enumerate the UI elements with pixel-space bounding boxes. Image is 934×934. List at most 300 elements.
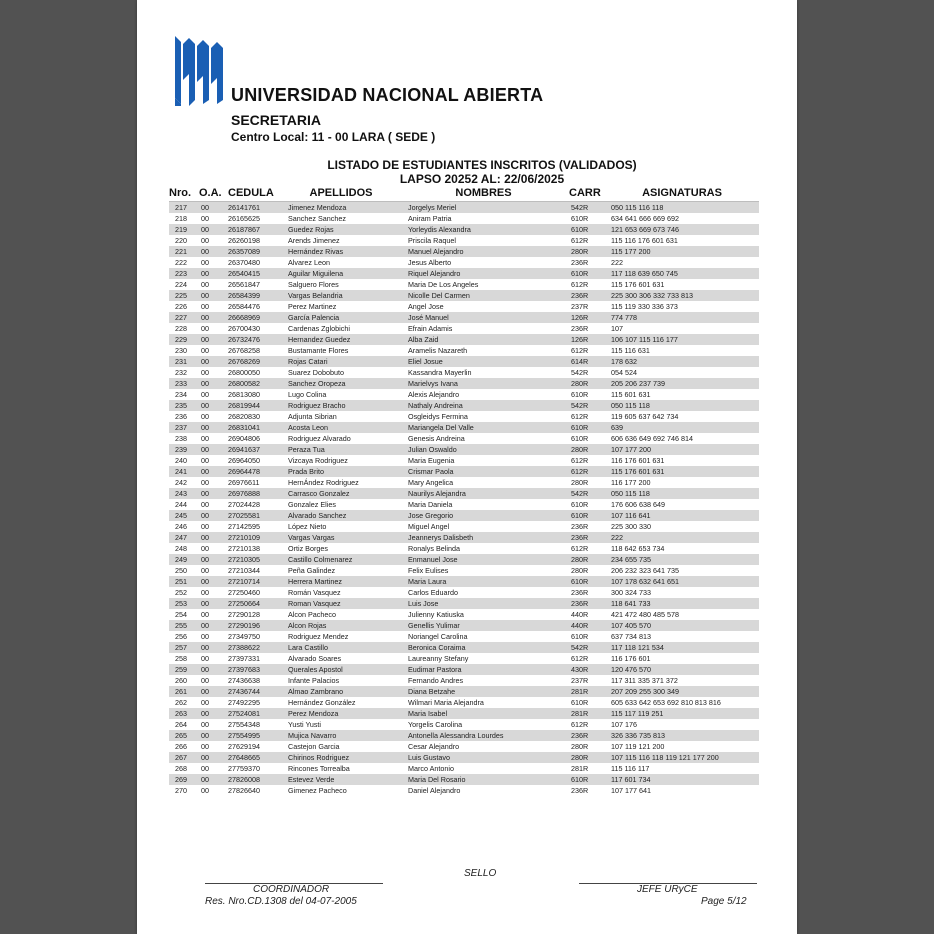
cell-nombres: Crismar Paola — [400, 466, 567, 477]
cell-carr: 612R — [567, 411, 605, 422]
cell-apellidos: Vargas Vargas — [282, 532, 400, 543]
cell-cedula: 27250664 — [224, 598, 282, 609]
table-row — [169, 763, 759, 774]
cell-asignaturas: 107 116 641 — [605, 510, 759, 521]
table-row — [169, 576, 759, 587]
cell-cedula: 27759370 — [224, 763, 282, 774]
col-asignaturas: ASIGNATURAS — [605, 185, 759, 202]
cell-carr: 610R — [567, 268, 605, 279]
table-row — [169, 598, 759, 609]
cell-nro: 237 — [169, 422, 199, 433]
cell-oa: 00 — [199, 224, 224, 235]
cell-oa: 00 — [199, 301, 224, 312]
cell-apellidos: Jimenez Mendoza — [282, 202, 400, 214]
table-row — [169, 642, 759, 653]
col-nombres: NOMBRES — [400, 185, 567, 202]
cell-oa: 00 — [199, 719, 224, 730]
cell-nombres: Aniram Patria — [400, 213, 567, 224]
cell-apellidos: Hernández González — [282, 697, 400, 708]
table-row — [169, 235, 759, 246]
cell-oa: 00 — [199, 631, 224, 642]
cell-apellidos: Perez Martinez — [282, 301, 400, 312]
cell-oa: 00 — [199, 510, 224, 521]
cell-asignaturas: 121 653 669 673 746 — [605, 224, 759, 235]
cell-asignaturas: 634 641 666 669 692 — [605, 213, 759, 224]
cell-oa: 00 — [199, 521, 224, 532]
cell-nro: 253 — [169, 598, 199, 609]
cell-apellidos: Suarez Dobobuto — [282, 367, 400, 378]
cell-oa: 00 — [199, 686, 224, 697]
cell-cedula: 26732476 — [224, 334, 282, 345]
cell-nombres: Osgleidys Fermina — [400, 411, 567, 422]
cell-apellidos: Estevez Verde — [282, 774, 400, 785]
cell-oa: 00 — [199, 411, 224, 422]
cell-oa: 00 — [199, 708, 224, 719]
table-row — [169, 202, 759, 214]
cell-nro: 268 — [169, 763, 199, 774]
cell-nro: 232 — [169, 367, 199, 378]
table-row — [169, 290, 759, 301]
cell-cedula: 26964050 — [224, 455, 282, 466]
cell-cedula: 26768258 — [224, 345, 282, 356]
cell-asignaturas: 234 655 735 — [605, 554, 759, 565]
cell-nombres: Maria Isabel — [400, 708, 567, 719]
col-apellidos: APELLIDOS — [282, 185, 400, 202]
lapso-label: LAPSO 20252 AL: 22/06/2025 — [399, 172, 565, 186]
coordinador-label: COORDINADOR — [253, 884, 330, 895]
cell-apellidos: Alvarez Leon — [282, 257, 400, 268]
cell-nombres: Jesus Alberto — [400, 257, 567, 268]
cell-nombres: Maria Eugenia — [400, 455, 567, 466]
cell-apellidos: Lugo Colina — [282, 389, 400, 400]
table-row — [169, 785, 759, 796]
cell-oa: 00 — [199, 554, 224, 565]
cell-asignaturas: 106 107 115 116 177 — [605, 334, 759, 345]
cell-asignaturas: 115 177 200 — [605, 246, 759, 257]
cell-asignaturas: 115 176 601 631 — [605, 466, 759, 477]
cell-cedula: 27436638 — [224, 675, 282, 686]
cell-oa: 00 — [199, 774, 224, 785]
cell-apellidos: Alcon Pacheco — [282, 609, 400, 620]
cell-nombres: Cesar Alejandro — [400, 741, 567, 752]
cell-asignaturas: 107 405 570 — [605, 620, 759, 631]
cell-cedula: 27210714 — [224, 576, 282, 587]
table-row — [169, 257, 759, 268]
table-row — [169, 301, 759, 312]
col-cedula: CEDULA — [224, 185, 282, 202]
cell-cedula: 26976611 — [224, 477, 282, 488]
cell-carr: 236R — [567, 730, 605, 741]
cell-carr: 237R — [567, 675, 605, 686]
cell-nro: 251 — [169, 576, 199, 587]
cell-apellidos: Alvarado Soares — [282, 653, 400, 664]
cell-carr: 280R — [567, 752, 605, 763]
cell-cedula: 27436744 — [224, 686, 282, 697]
table-body — [169, 202, 759, 797]
table-row — [169, 675, 759, 686]
cell-nombres: Laureanny Stefany — [400, 653, 567, 664]
secretaria-title: SECRETARIA — [231, 112, 321, 128]
cell-apellidos: Alvarado Sanchez — [282, 510, 400, 521]
cell-apellidos: Vizcaya Rodriguez — [282, 455, 400, 466]
cell-asignaturas: 326 336 735 813 — [605, 730, 759, 741]
table-row — [169, 213, 759, 224]
cell-carr: 610R — [567, 576, 605, 587]
cell-oa: 00 — [199, 389, 224, 400]
table-header-row — [169, 185, 759, 202]
report-heading — [137, 158, 797, 186]
table-row — [169, 367, 759, 378]
cell-oa: 00 — [199, 323, 224, 334]
cell-cedula: 26584476 — [224, 301, 282, 312]
cell-apellidos: Salguero Flores — [282, 279, 400, 290]
cell-nombres: Wilmari Maria Alejandra — [400, 697, 567, 708]
cell-carr: 610R — [567, 422, 605, 433]
cell-nro: 243 — [169, 488, 199, 499]
cell-asignaturas: 107 119 121 200 — [605, 741, 759, 752]
cell-nombres: Priscila Raquel — [400, 235, 567, 246]
cell-oa: 00 — [199, 422, 224, 433]
cell-cedula: 26831041 — [224, 422, 282, 433]
cell-nombres: Genellis Yulimar — [400, 620, 567, 631]
cell-carr: 236R — [567, 521, 605, 532]
cell-oa: 00 — [199, 444, 224, 455]
cell-nombres: Mary Angelica — [400, 477, 567, 488]
cell-cedula: 26941637 — [224, 444, 282, 455]
cell-nombres: Eudimar Pastora — [400, 664, 567, 675]
cell-nombres: Marielvys Ivana — [400, 378, 567, 389]
table-row — [169, 664, 759, 675]
cell-carr: 610R — [567, 499, 605, 510]
col-oa: O.A. — [199, 185, 224, 202]
cell-apellidos: Chirinos Rodriguez — [282, 752, 400, 763]
cell-nombres: Angel Jose — [400, 301, 567, 312]
cell-asignaturas: 117 118 639 650 745 — [605, 268, 759, 279]
cell-nombres: Maria De Los Angeles — [400, 279, 567, 290]
cell-asignaturas: 205 206 237 739 — [605, 378, 759, 389]
cell-nro: 226 — [169, 301, 199, 312]
cell-apellidos: Bustamante Flores — [282, 345, 400, 356]
cell-apellidos: López Nieto — [282, 521, 400, 532]
table-row — [169, 455, 759, 466]
cell-nro: 262 — [169, 697, 199, 708]
cell-nro: 222 — [169, 257, 199, 268]
cell-nro: 239 — [169, 444, 199, 455]
cell-oa: 00 — [199, 378, 224, 389]
cell-carr: 280R — [567, 477, 605, 488]
cell-apellidos: Vargas Belandria — [282, 290, 400, 301]
cell-cedula: 27025581 — [224, 510, 282, 521]
cell-nro: 244 — [169, 499, 199, 510]
cell-cedula: 26819944 — [224, 400, 282, 411]
cell-carr: 281R — [567, 708, 605, 719]
cell-carr: 280R — [567, 554, 605, 565]
cell-apellidos: Gimenez Pacheco — [282, 785, 400, 796]
table-row — [169, 543, 759, 554]
table-row — [169, 400, 759, 411]
cell-apellidos: Guedez Rojas — [282, 224, 400, 235]
cell-nro: 256 — [169, 631, 199, 642]
cell-apellidos: Hernández Rivas — [282, 246, 400, 257]
cell-cedula: 26370480 — [224, 257, 282, 268]
cell-carr: 542R — [567, 202, 605, 214]
table-row — [169, 477, 759, 488]
table-row — [169, 730, 759, 741]
cell-asignaturas: 115 116 117 — [605, 763, 759, 774]
cell-apellidos: Alcon Rojas — [282, 620, 400, 631]
cell-nombres: Aramelis Nazareth — [400, 345, 567, 356]
cell-carr: 280R — [567, 741, 605, 752]
cell-nombres: Efrain Adamis — [400, 323, 567, 334]
cell-cedula: 26800050 — [224, 367, 282, 378]
cell-carr: 236R — [567, 323, 605, 334]
cell-nombres: Luis Gustavo — [400, 752, 567, 763]
cell-cedula: 27826008 — [224, 774, 282, 785]
cell-cedula: 26700430 — [224, 323, 282, 334]
table-row — [169, 356, 759, 367]
cell-oa: 00 — [199, 213, 224, 224]
cell-asignaturas: 300 324 733 — [605, 587, 759, 598]
cell-nro: 265 — [169, 730, 199, 741]
cell-carr: 610R — [567, 433, 605, 444]
cell-nro: 230 — [169, 345, 199, 356]
cell-asignaturas: 637 734 813 — [605, 631, 759, 642]
cell-apellidos: Prada Brito — [282, 466, 400, 477]
cell-apellidos: Rodriguez Mendez — [282, 631, 400, 642]
cell-oa: 00 — [199, 279, 224, 290]
cell-apellidos: Carrasco Gonzalez — [282, 488, 400, 499]
cell-cedula: 26768269 — [224, 356, 282, 367]
cell-nro: 242 — [169, 477, 199, 488]
cell-nro: 246 — [169, 521, 199, 532]
col-carr: CARR — [567, 185, 605, 202]
cell-apellidos: Castejon Garcia — [282, 741, 400, 752]
cell-apellidos: Cardenas Zglobichi — [282, 323, 400, 334]
cell-nro: 236 — [169, 411, 199, 422]
cell-apellidos: Mujica Navarro — [282, 730, 400, 741]
cell-nro: 231 — [169, 356, 199, 367]
students-table — [169, 185, 759, 796]
table-row — [169, 499, 759, 510]
cell-cedula: 27524081 — [224, 708, 282, 719]
cell-nombres: Marco Antonio — [400, 763, 567, 774]
table-row — [169, 741, 759, 752]
cell-cedula: 26976888 — [224, 488, 282, 499]
cell-cedula: 27648665 — [224, 752, 282, 763]
table-row — [169, 345, 759, 356]
table-row — [169, 389, 759, 400]
cell-apellidos: Adjunta Sibrian — [282, 411, 400, 422]
cell-nombres: Antonella Alessandra Lourdes — [400, 730, 567, 741]
cell-carr: 612R — [567, 653, 605, 664]
table-row — [169, 411, 759, 422]
cell-asignaturas: 116 176 601 631 — [605, 455, 759, 466]
cell-apellidos: Almao Zambrano — [282, 686, 400, 697]
cell-asignaturas: 107 178 632 641 651 — [605, 576, 759, 587]
cell-apellidos: Acosta Leon — [282, 422, 400, 433]
cell-nro: 221 — [169, 246, 199, 257]
cell-asignaturas: 118 641 733 — [605, 598, 759, 609]
cell-apellidos: Gonzalez Elies — [282, 499, 400, 510]
cell-nro: 258 — [169, 653, 199, 664]
page-number: Page 5/12 — [701, 896, 747, 907]
cell-carr: 542R — [567, 488, 605, 499]
cell-asignaturas: 115 176 601 631 — [605, 279, 759, 290]
cell-asignaturas: 774 778 — [605, 312, 759, 323]
cell-carr: 612R — [567, 279, 605, 290]
cell-carr: 236R — [567, 290, 605, 301]
cell-apellidos: Herrera Martinez — [282, 576, 400, 587]
cell-oa: 00 — [199, 543, 224, 554]
cell-asignaturas: 107 115 116 118 119 121 177 200 — [605, 752, 759, 763]
cell-carr: 542R — [567, 642, 605, 653]
cell-cedula: 27210344 — [224, 565, 282, 576]
cell-oa: 00 — [199, 345, 224, 356]
cell-oa: 00 — [199, 202, 224, 214]
cell-nro: 261 — [169, 686, 199, 697]
table-row — [169, 334, 759, 345]
cell-carr: 612R — [567, 466, 605, 477]
table-row — [169, 433, 759, 444]
cell-nro: 247 — [169, 532, 199, 543]
cell-nombres: Nathaly Andreina — [400, 400, 567, 411]
cell-nro: 220 — [169, 235, 199, 246]
table-row — [169, 565, 759, 576]
table-row — [169, 268, 759, 279]
cell-oa: 00 — [199, 653, 224, 664]
cell-oa: 00 — [199, 235, 224, 246]
cell-carr: 612R — [567, 345, 605, 356]
cell-nombres: Carlos Eduardo — [400, 587, 567, 598]
cell-apellidos: Peraza Tua — [282, 444, 400, 455]
cell-nombres: Jeannerys Dalisbeth — [400, 532, 567, 543]
cell-oa: 00 — [199, 488, 224, 499]
cell-carr: 610R — [567, 510, 605, 521]
table-row — [169, 620, 759, 631]
cell-nombres: Yorgelis Carolina — [400, 719, 567, 730]
cell-apellidos: HernÁndez Rodriguez — [282, 477, 400, 488]
cell-cedula: 26357089 — [224, 246, 282, 257]
cell-cedula: 26668969 — [224, 312, 282, 323]
university-name: UNIVERSIDAD NACIONAL ABIERTA — [231, 85, 544, 105]
cell-nro: 228 — [169, 323, 199, 334]
table-row — [169, 521, 759, 532]
cell-cedula: 27554348 — [224, 719, 282, 730]
cell-apellidos: Sanchez Oropeza — [282, 378, 400, 389]
sello-label: SELLO — [464, 868, 497, 879]
cell-oa: 00 — [199, 312, 224, 323]
cell-asignaturas: 117 311 335 371 372 — [605, 675, 759, 686]
cell-carr: 612R — [567, 719, 605, 730]
cell-nro: 235 — [169, 400, 199, 411]
cell-apellidos: Roman Vasquez — [282, 598, 400, 609]
cell-asignaturas: 606 636 649 692 746 814 — [605, 433, 759, 444]
table-row — [169, 422, 759, 433]
cell-nombres: Fernando Andres — [400, 675, 567, 686]
cell-oa: 00 — [199, 565, 224, 576]
cell-nro: 257 — [169, 642, 199, 653]
cell-nro: 252 — [169, 587, 199, 598]
cell-nro: 259 — [169, 664, 199, 675]
cell-asignaturas: 050 115 118 — [605, 488, 759, 499]
cell-nro: 269 — [169, 774, 199, 785]
cell-apellidos: Yusti Yusti — [282, 719, 400, 730]
cell-asignaturas: 178 632 — [605, 356, 759, 367]
cell-asignaturas: 115 601 631 — [605, 389, 759, 400]
table-row — [169, 554, 759, 565]
cell-oa: 00 — [199, 609, 224, 620]
cell-nombres: Nicolle Del Carmen — [400, 290, 567, 301]
cell-apellidos: Aguilar Miguilena — [282, 268, 400, 279]
table-row — [169, 752, 759, 763]
cell-cedula: 27554995 — [224, 730, 282, 741]
cell-cedula: 27826640 — [224, 785, 282, 796]
cell-apellidos: Castillo Colmenarez — [282, 554, 400, 565]
cell-nombres: Yorleydis Alexandra — [400, 224, 567, 235]
cell-nombres: Jose Gregorio — [400, 510, 567, 521]
cell-nro: 229 — [169, 334, 199, 345]
cell-carr: 281R — [567, 763, 605, 774]
cell-asignaturas: 117 118 121 534 — [605, 642, 759, 653]
cell-apellidos: García Palencia — [282, 312, 400, 323]
cell-oa: 00 — [199, 587, 224, 598]
cell-nombres: Diana Betzahe — [400, 686, 567, 697]
table-row — [169, 708, 759, 719]
cell-nro: 224 — [169, 279, 199, 290]
cell-nombres: Kassandra Mayerlin — [400, 367, 567, 378]
cell-carr: 237R — [567, 301, 605, 312]
cell-carr: 612R — [567, 543, 605, 554]
cell-cedula: 27492295 — [224, 697, 282, 708]
table-row — [169, 378, 759, 389]
cell-apellidos: Peña Galindez — [282, 565, 400, 576]
cell-cedula: 26813080 — [224, 389, 282, 400]
cell-cedula: 26187867 — [224, 224, 282, 235]
cell-nro: 250 — [169, 565, 199, 576]
cell-oa: 00 — [199, 763, 224, 774]
cell-oa: 00 — [199, 664, 224, 675]
cell-carr: 542R — [567, 367, 605, 378]
cell-oa: 00 — [199, 356, 224, 367]
cell-cedula: 26584399 — [224, 290, 282, 301]
cell-apellidos: Hernandez Guedez — [282, 334, 400, 345]
cell-carr: 610R — [567, 697, 605, 708]
cell-carr: 440R — [567, 620, 605, 631]
cell-asignaturas: 225 300 306 332 733 813 — [605, 290, 759, 301]
cell-oa: 00 — [199, 466, 224, 477]
table-row — [169, 466, 759, 477]
cell-carr: 614R — [567, 356, 605, 367]
cell-apellidos: Ortiz Borges — [282, 543, 400, 554]
cell-cedula: 26964478 — [224, 466, 282, 477]
table-row — [169, 774, 759, 785]
cell-nombres: Alexis Alejandro — [400, 389, 567, 400]
cell-asignaturas: 206 232 323 641 735 — [605, 565, 759, 576]
cell-nro: 249 — [169, 554, 199, 565]
cell-apellidos: Rojas Catari — [282, 356, 400, 367]
cell-nro: 248 — [169, 543, 199, 554]
cell-oa: 00 — [199, 532, 224, 543]
cell-nro: 238 — [169, 433, 199, 444]
cell-nro: 241 — [169, 466, 199, 477]
cell-carr: 610R — [567, 631, 605, 642]
cell-asignaturas: 117 601 734 — [605, 774, 759, 785]
report-title: LISTADO DE ESTUDIANTES INSCRITOS (VALIDADOS) — [327, 158, 637, 172]
cell-cedula: 27290196 — [224, 620, 282, 631]
cell-carr: 430R — [567, 664, 605, 675]
cell-asignaturas: 119 605 637 642 734 — [605, 411, 759, 422]
cell-nro: 223 — [169, 268, 199, 279]
